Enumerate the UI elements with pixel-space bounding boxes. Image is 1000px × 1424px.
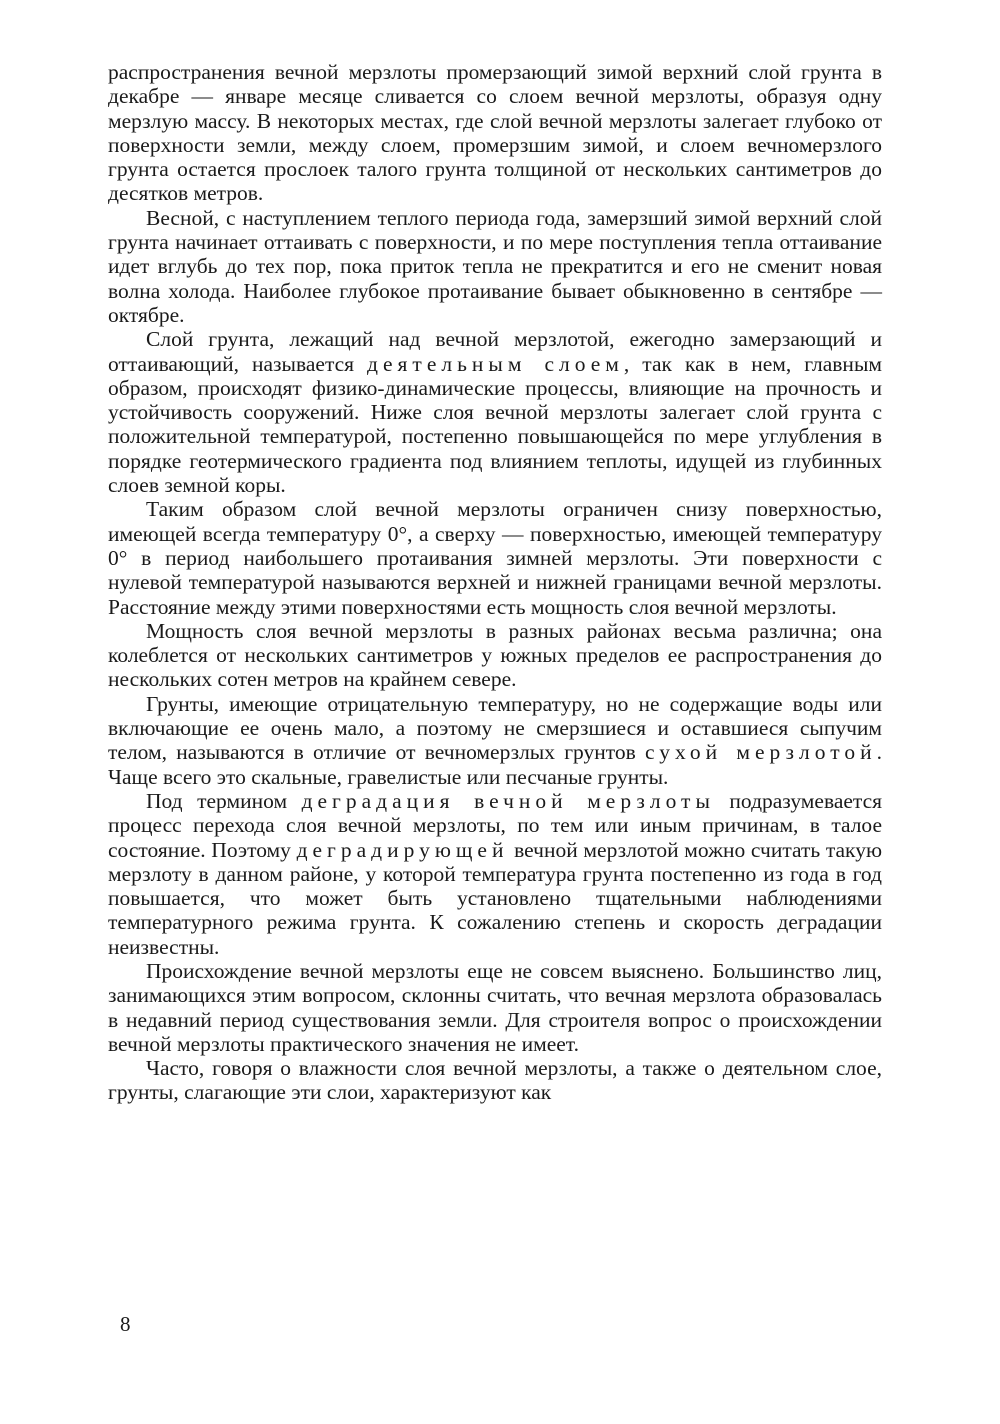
- paragraph-4: Таким образом слой вечной мерзлоты ограничен снизу поверхностью, имеющей всегда температуру 0°, а сверху — поверхностью, имеющей температуру 0° в период наибольшего протаивания зимней мерзлоты. Эти поверхности с нулевой температурой называются верхней и нижней границами вечной мерзлоты. Расстояние между этими поверхностями есть мощность слоя вечной мерзлоты.: [108, 497, 882, 619]
- paragraph-9: Часто, говоря о влажности слоя вечной мерзлоты, а также о деятельном слое, грунты, слагающие эти слои, характеризуют как: [108, 1056, 882, 1105]
- paragraph-3-text-end: , так как в нем, главным образом, происходят физико-динамические процессы, влияющие на прочность и устойчивость сооружений. Ниже слоя вечной мерзлоты залегает слой грунта с положительной температурой, постепенно повышающейся по мере углубления в порядке геотермического градиента под влиянием теплоты, идущей из глубинных слоев земной коры.: [108, 351, 882, 498]
- paragraph-8: Происхождение вечной мерзлоты еще не совсем выяснено. Большинство лиц, занимающихся этим вопросом, склонны считать, что вечная мерзлота образовалась в недавний период существования земли. Для строителя вопрос о происхождении вечной мерзлоты практического значения не имеет.: [108, 958, 882, 1056]
- term-active-layer: деятельным слоем: [367, 351, 624, 376]
- paragraph-7-text: Под термином: [146, 788, 302, 813]
- page-text: [108, 60, 882, 1105]
- paragraph-2: Весной, с наступлением теплого периода года, замерзший зимой верхний слой грунта начинает оттаивать с поверхности, и по мере поступления тепла оттаивание идет вглубь до тех пор, пока приток тепла не прекратится и его не сменит новая волна холода. Наиболее глубокое протаивание бывает обыкновенно в сентябре — октябре.: [108, 205, 882, 327]
- paragraph-3-text: Слой грунта, лежащий над вечной мерзлотой, ежегодно замерзающий и оттаивающий, называется: [108, 327, 882, 376]
- paragraph-6-text-end: . Чаще всего это скальные, гравелистые или песчаные грунты.: [108, 740, 882, 789]
- paragraph-7-text-middle: подразумевается процесс перехода слоя вечной мерзлоты, по тем или иным причинам, в талое состояние. Поэтому: [108, 788, 882, 862]
- paragraph-1: распространения вечной мерзлоты промерзающий зимой верхний слой грунта в декабре — январе месяце сливается со слоем вечной мерзлоты, образуя одну мерзлую массу. В некоторых местах, где слой вечной мерзлоты залегает глубоко от поверхности земли, между слоем, промерзшим зимой, и слоем вечномерзлого грунта остается прослоек талого грунта толщиной от нескольких сантиметров до десятков метров.: [108, 60, 882, 206]
- page-number: 8: [120, 1312, 131, 1336]
- term-degrading: деградирующей: [296, 837, 509, 862]
- paragraph-6: [108, 692, 882, 789]
- paragraph-6-text: Грунты, имеющие отрицательную температуру, но не содержащие воды или включающие ее очень мало, а поэтому не смерзшиеся и оставшиеся сыпучим телом, называются в отличие от вечномерзлых грунтов: [108, 691, 882, 765]
- term-dry-permafrost: сухой мерзлотой: [644, 740, 877, 765]
- paragraph-3: [108, 327, 882, 497]
- paragraph-7-text-end: вечной мерзлотой можно считать такую мерзлоту в данном районе, у которой температура грунта постепенно из года в год повышается, что может быть установлено тщательными наблюдениями температурного режима грунта. К сожалению степень и скорость деградации неизвестны.: [108, 837, 883, 959]
- term-degradation: деградация вечной мерзлоты: [301, 788, 715, 813]
- paragraph-7: [108, 789, 882, 959]
- paragraph-5: Мощность слоя вечной мерзлоты в разных районах весьма различна; она колеблется от нескольких сантиметров у южных пределов ее распространения до нескольких сотен метров на крайнем севере.: [108, 618, 882, 692]
